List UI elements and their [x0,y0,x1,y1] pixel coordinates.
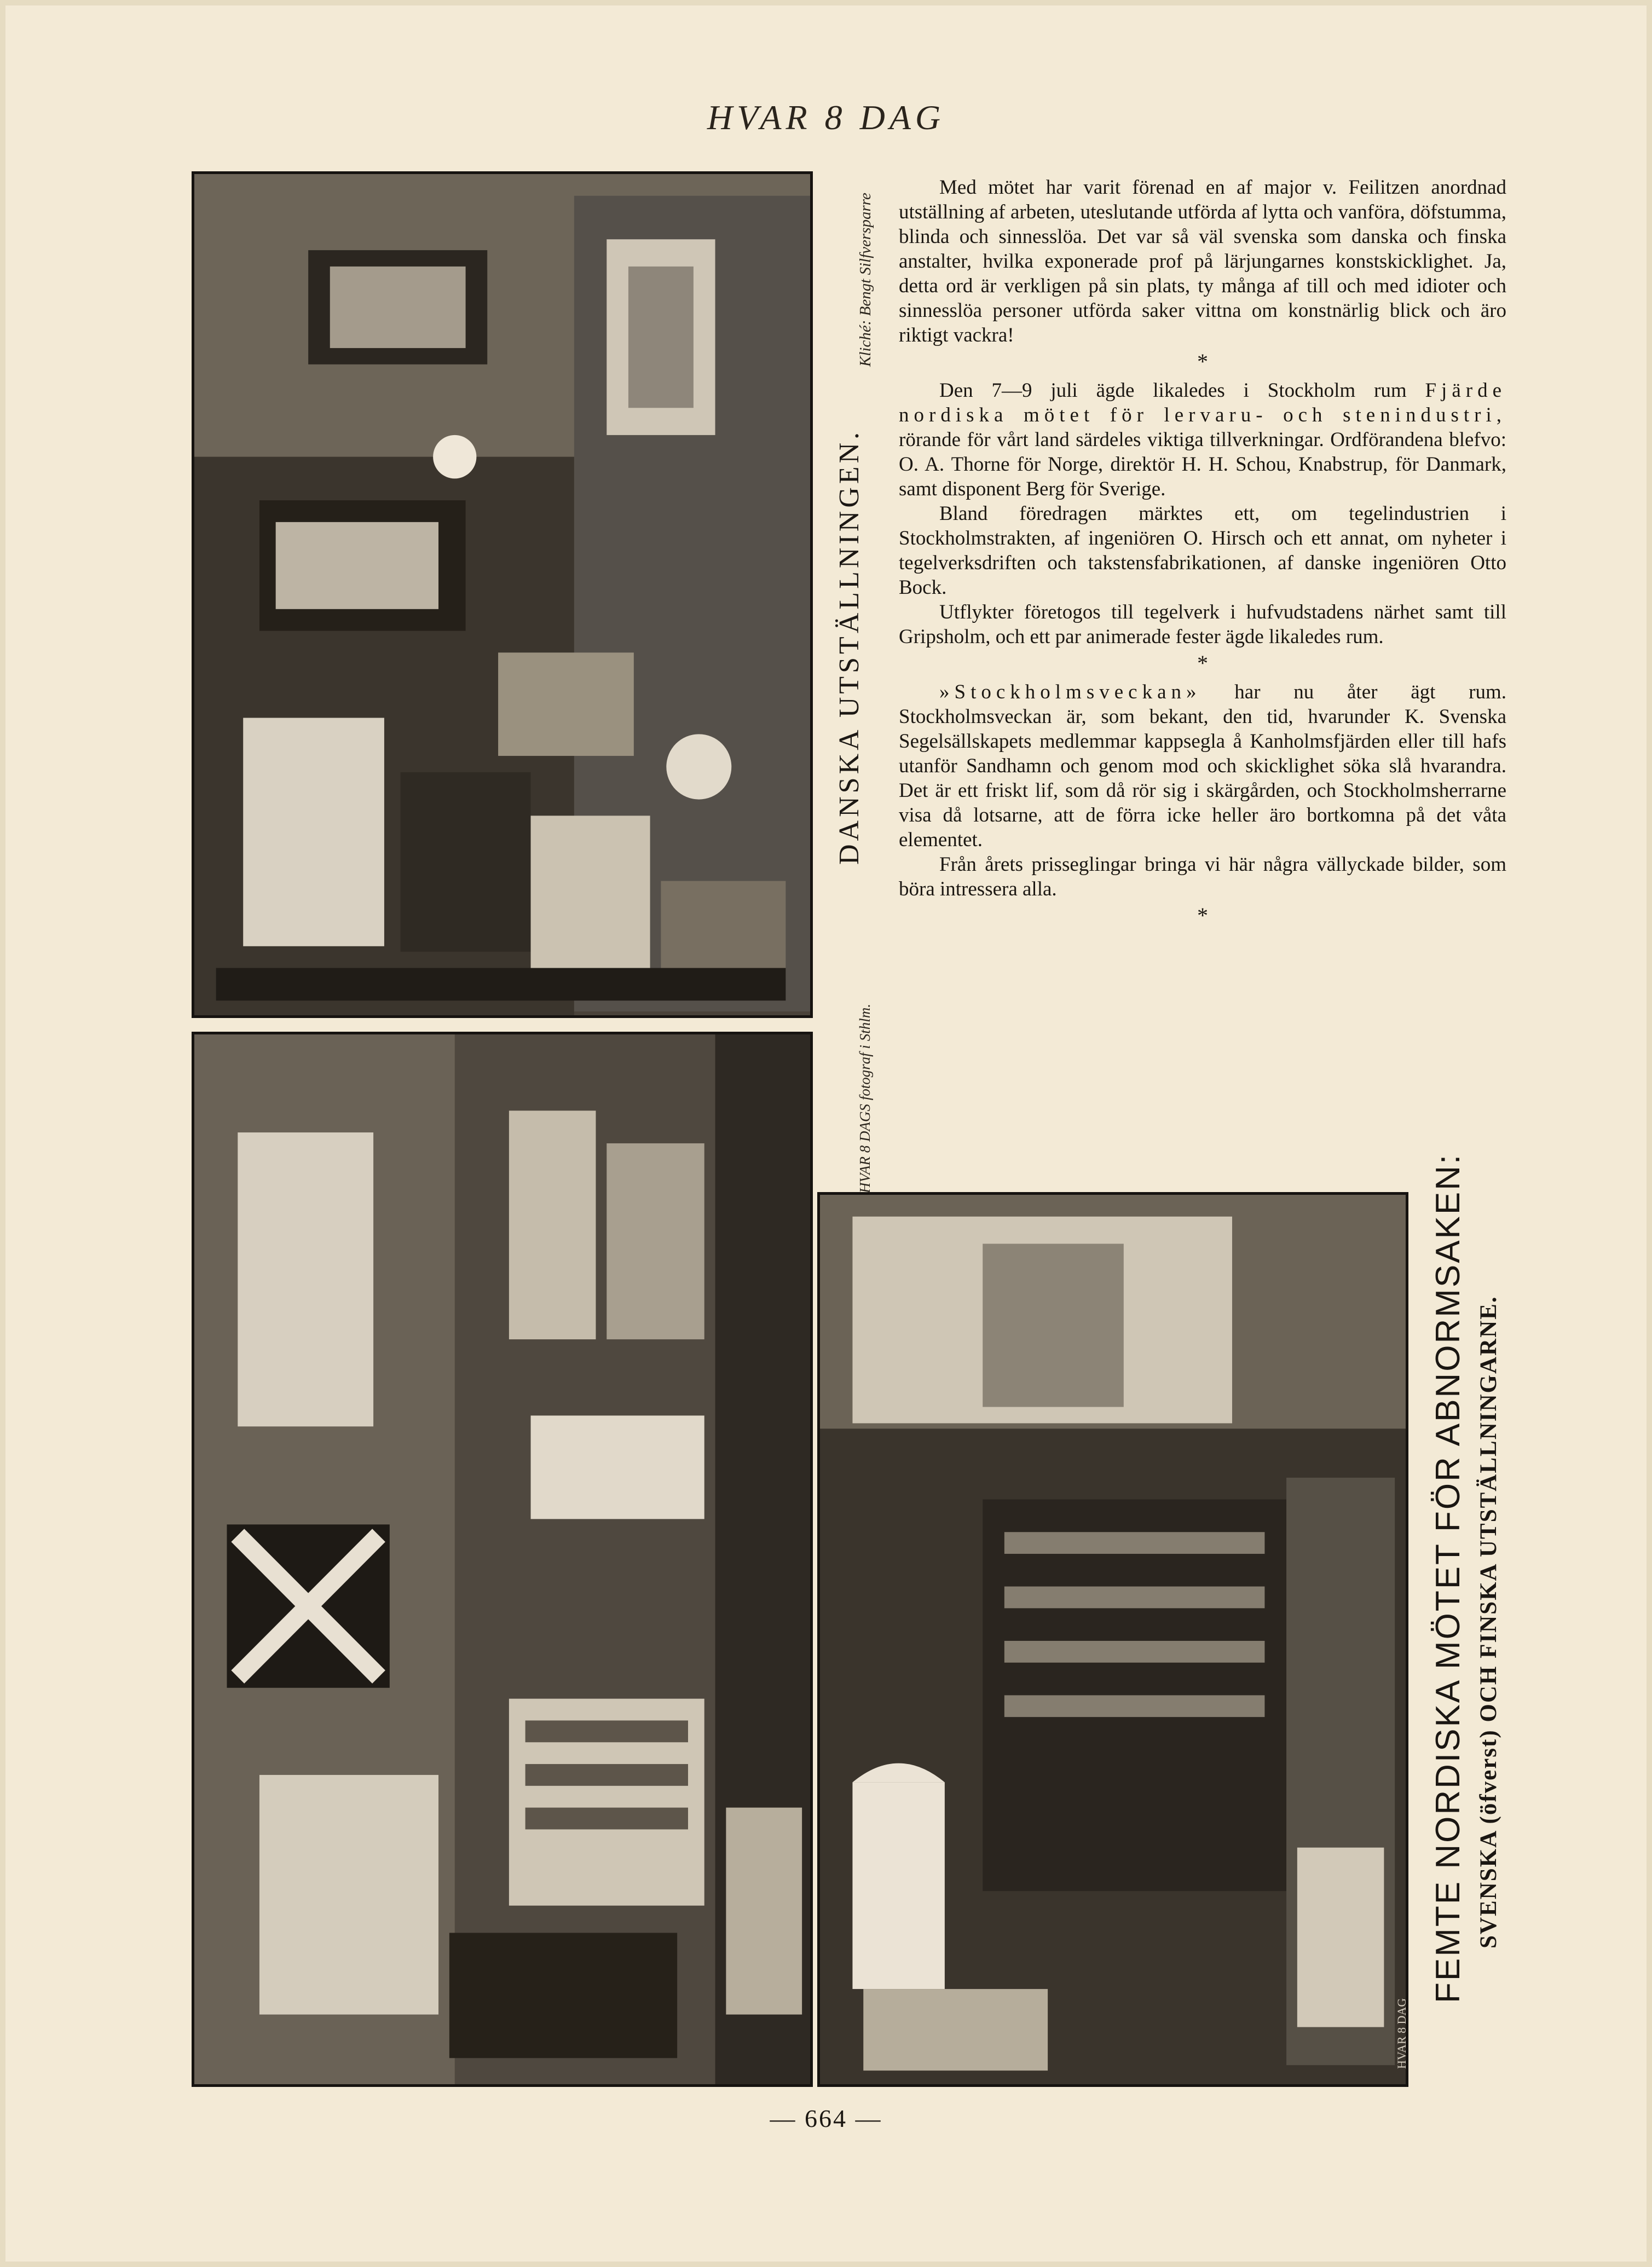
photo-svenska-image [194,1034,810,2084]
photo-svenska-utstallningen [192,1032,813,2087]
photo-danska-utstallningen [192,171,813,1018]
caption-svenska-och-finska: SVENSKA (öfverst) OCH FINSKA UTSTÄLLNINGARNE. [1476,1296,1501,1948]
caption-danska-utstallningen: DANSKA UTSTÄLLNINGEN. [834,429,865,865]
spaced-heading-fjarde-nordiska: Fjärde nordiska mötet för lervaru- och stenindustri, [899,379,1507,426]
photo-finska-image [820,1195,1406,2084]
separator-1: * [1197,349,1208,374]
paragraph-stockholmsveckan [899,680,1506,852]
text-span: rörande för vårt land särdeles viktiga tillverkningar. Ordförandena blefvo: O. A. Thorne för Norge, direktör H. H. Schou, Knabstrup, för Danmark, samt disponent Berg för Sverige. [899,429,1506,500]
paragraph-lervaruindustri [899,378,1506,501]
text-span: har nu åter ägt rum. Stockholmsveckan är, som bekant, den tid, hvarunder K. Svenska Segelsällskapets medlemmar kappsegla å Kanholmsfjärden eller till hafs utanför Sandhamn och genom mod och skicklighet söka slå hvarandra. Det är ett friskt lif, som då rör sig i skärgården, och Stockholmsherrarne visa då lotsarne, att de förra icke heller äro bortkomna på det våta elementet. [899,681,1506,851]
separator-2: * [1197,651,1208,675]
article-column [899,175,1506,932]
spaced-heading-stockholmsveckan: »Stockholmsveckan» [939,681,1202,703]
credit-kliche: Kliché: Bengt Silfversparre [857,193,874,367]
paragraph-prisseglingar: Från årets prisseglingar bringa vi här några vällyckade bilder, som böra intressera alla. [899,853,1506,900]
photo-danska-image [194,174,810,1015]
page-number: — 664 — [770,2104,882,2132]
paragraph-foredrag: Bland föredragen märktes ett, om tegelindustrien i Stockholmstrakten, af ingeniören O. Hirsch och ett annat, om nyheter i tegelverksdriften och takstensfabrikationen, af danske ingeniören Otto Bock. [899,502,1506,599]
paragraph-utstallning: Med mötet har varit förenad en af major v. Feilitzen anordnad utställning af arbeten, uteslutande utförda af lytta och vanföra, döfstumma, blinda och sinnesslöa. Det var så väl svenska som danska och finska anstalter, hvilka exponerade prof på lärjungarnes konstskicklighet. Ja, detta ord är verkligen på sin plats, ty många af till och med idioter och sinnesslöa personer utförda saker vittna om konstnärlig blick och äro riktigt vackra! [899,176,1506,346]
text-span: Den 7—9 juli ägde likaledes i Stockholm rum [939,379,1407,402]
photo-finska-utstallningen [817,1192,1408,2087]
running-head: HVAR 8 DAG [707,98,945,137]
credit-photographer: HVAR 8 DAGS fotograf i Sthlm. [857,1004,873,1193]
separator-3: * [1197,903,1208,928]
photo-stamp: HVAR 8 DAG [1395,1998,1408,2069]
caption-femte-nordiska-motet: FEMTE NORDISKA MÖTET FÖR ABNORMSAKEN: [1429,1153,1467,2003]
paragraph-utflykter: Utflykter företogos till tegelverk i hufvudstadens närhet samt till Gripsholm, och ett par animerade fester ägde likaledes rum. [899,601,1506,648]
